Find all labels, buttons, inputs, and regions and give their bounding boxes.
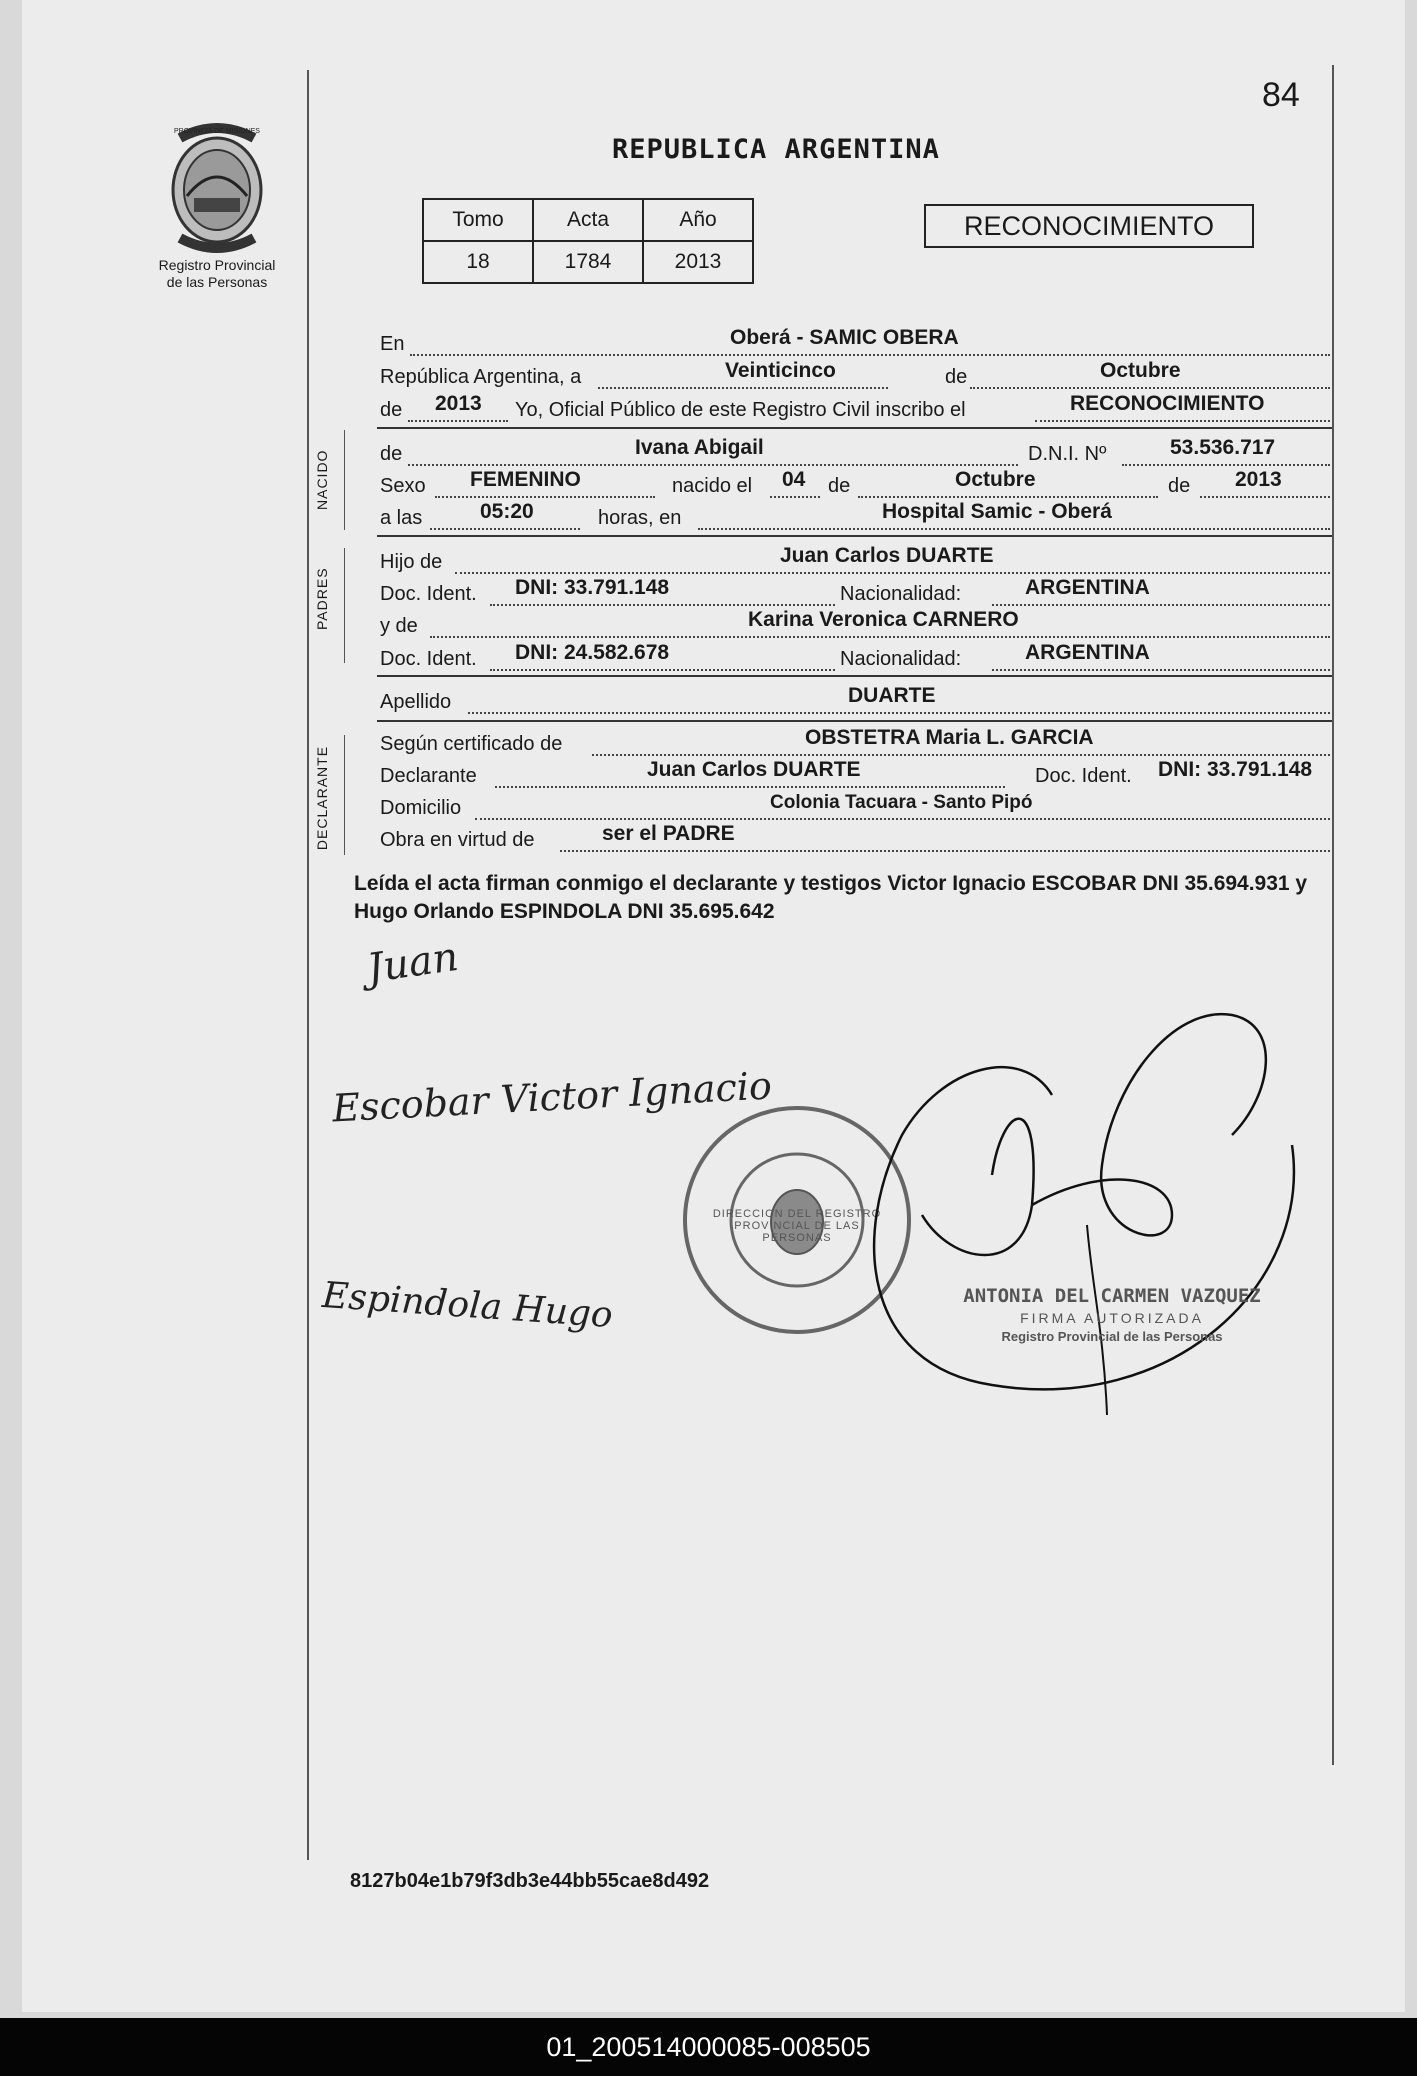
de-label: de [828, 475, 851, 497]
birth-month: Octubre [955, 468, 1036, 491]
row-hora [380, 500, 1330, 534]
row-year [380, 392, 1330, 426]
row-sexo [380, 468, 1330, 502]
file-id-bar [0, 2018, 1417, 2076]
nacionalidad-label: Nacionalidad: [840, 648, 962, 670]
dotted-line [560, 848, 1330, 852]
birth-day: 04 [782, 468, 806, 491]
row-name [380, 436, 1330, 470]
authority-signature [842, 985, 1322, 1425]
dotted-line [408, 418, 508, 422]
row-republica [380, 359, 1330, 393]
dotted-line [1122, 462, 1330, 466]
signature-scribble-icon [842, 985, 1322, 1425]
act-type-box: RECONOCIMIENTO [924, 204, 1254, 248]
place-value: Hospital Samic - Oberá [882, 500, 1112, 523]
en-label: En [380, 333, 405, 355]
mother-doc: DNI: 24.582.678 [515, 641, 670, 664]
document-page [22, 0, 1405, 2012]
nacido-bracket [344, 430, 345, 530]
section-label-nacido: NACIDO [314, 449, 330, 510]
birth-year: 2013 [1235, 468, 1282, 491]
nacionalidad-label: Nacionalidad: [840, 583, 962, 605]
mother-value: Karina Veronica CARNERO [748, 608, 1019, 631]
row-apellido [380, 684, 1330, 718]
section-label-declarante: DECLARANTE [314, 745, 330, 851]
dotted-line [598, 385, 888, 389]
province-seal-logo [152, 118, 282, 258]
hour-value: 05:20 [480, 500, 534, 523]
obra-value: ser el PADRE [602, 822, 735, 845]
month-value: Octubre [1100, 359, 1181, 382]
stamp-officer-org: Registro Provincial de las Personas [1001, 1329, 1223, 1344]
dni-value: 53.536.717 [1170, 436, 1276, 459]
cert-label: Según certificado de [380, 733, 563, 755]
doc-label: Doc. Ident. [380, 583, 477, 605]
declarante-label: Declarante [380, 765, 477, 787]
year-value: 2013 [435, 392, 482, 415]
father-nat: ARGENTINA [1025, 576, 1150, 599]
hijo-label: Hijo de [380, 551, 443, 573]
logo-caption [132, 257, 302, 291]
seal-province-text: PROVINCIA DE MISIONES [174, 128, 260, 135]
record-table-header-row [423, 199, 753, 241]
record-table-header: Año [643, 199, 753, 241]
row-mother-doc [380, 641, 1330, 675]
dotted-line [858, 494, 1158, 498]
document-hash: 8127b04e1b79f3db3e44bb55cae8d492 [350, 1870, 710, 1892]
y-de-label: y de [380, 615, 418, 637]
apellido-label: Apellido [380, 691, 452, 713]
declarante-value: Juan Carlos DUARTE [647, 758, 861, 781]
stamp-circle-text: DIRECCION DEL REGISTRO PROVINCIAL DE LAS PERSONAS [712, 1208, 882, 1244]
dotted-line [992, 667, 1330, 671]
row-obra [380, 822, 1330, 856]
row-father-doc [380, 576, 1330, 610]
horas-label: horas, en [598, 507, 682, 529]
declarante-doc: DNI: 33.791.148 [1158, 758, 1313, 781]
dotted-line [455, 570, 1330, 574]
name-value: Ivana Abigail [635, 436, 764, 459]
signature-witness-escobar: Escobar Victor Ignacio [331, 1063, 773, 1131]
divider [377, 427, 1332, 429]
dotted-line [970, 385, 1330, 389]
record-table-value: 18 [423, 241, 533, 283]
de-label: de [1168, 475, 1191, 497]
divider [377, 675, 1332, 677]
sexo-value: FEMENINO [470, 468, 581, 491]
stamp-officer-block [952, 1285, 1272, 1344]
record-table-value-row [423, 241, 753, 283]
father-doc: DNI: 33.791.148 [515, 576, 670, 599]
doc-label: Doc. Ident. [380, 648, 477, 670]
row-father [380, 544, 1330, 578]
dotted-line [495, 784, 1005, 788]
record-table-value: 2013 [643, 241, 753, 283]
nacido-label: nacido el [672, 475, 753, 497]
page-number: 84 [1262, 76, 1300, 114]
de-label: de [380, 399, 403, 421]
divider [377, 535, 1332, 537]
doc-ident-label: Doc. Ident. [1035, 765, 1132, 787]
row-declarante [380, 758, 1330, 792]
day-value: Veinticinco [725, 359, 836, 382]
left-margin-line [307, 70, 309, 1860]
en-value: Oberá - SAMIC OBERA [730, 326, 959, 349]
dotted-line [408, 462, 1018, 466]
dotted-line [992, 602, 1330, 606]
dotted-line [490, 667, 835, 671]
dotted-line [475, 816, 1330, 820]
dotted-line [770, 494, 820, 498]
domicilio-value: Colonia Tacuara - Santo Pipó [770, 792, 1033, 813]
declarante-bracket [344, 735, 345, 855]
dotted-line [468, 710, 1330, 714]
row-domicilio [380, 794, 1330, 824]
dotted-line [698, 526, 1330, 530]
mother-nat: ARGENTINA [1025, 641, 1150, 664]
row-certificado [380, 726, 1330, 760]
seal-icon [152, 118, 282, 258]
right-margin-line [1332, 65, 1334, 1765]
row-mother [380, 608, 1330, 642]
padres-bracket [344, 548, 345, 663]
stamp-officer-name: ANTONIA DEL CARMEN VAZQUEZ [963, 1285, 1261, 1307]
record-table-value: 1784 [533, 241, 643, 283]
de-label: de [945, 366, 968, 388]
dotted-line [1035, 418, 1330, 422]
logo-caption-line1: Registro Provincial [158, 257, 276, 273]
record-table-header: Tomo [423, 199, 533, 241]
cert-value: OBSTETRA Maria L. GARCIA [805, 726, 1094, 749]
inscribe-value: RECONOCIMIENTO [1070, 392, 1265, 415]
closing-text: Leída el acta firman conmigo el declarante y testigos Victor Ignacio ESCOBAR DNI 35.694.931 y Hugo Orlando ESPINDOLA DNI 35.695.642 [354, 872, 1308, 923]
section-label-padres: PADRES [314, 567, 330, 630]
de-label: de [380, 443, 403, 465]
record-table-header: Acta [533, 199, 643, 241]
obra-label: Obra en virtud de [380, 829, 535, 851]
dni-label: D.N.I. Nº [1028, 443, 1107, 465]
logo-caption-line2: de las Personas [166, 274, 268, 290]
dotted-line [1200, 494, 1330, 498]
signature-witness-espindola: Espindola Hugo [320, 1274, 615, 1337]
dotted-line [430, 526, 580, 530]
stamp-officer-title: FIRMA AUTORIZADA [1020, 1310, 1204, 1326]
republica-label: República Argentina, a [380, 366, 582, 388]
a-las-label: a las [380, 507, 423, 529]
divider [377, 720, 1332, 722]
apellido-value: DUARTE [848, 684, 936, 707]
row-en [380, 326, 1330, 360]
country-title: REPUBLICA ARGENTINA [612, 134, 940, 165]
domicilio-label: Domicilio [380, 797, 462, 819]
dotted-line [410, 352, 1330, 356]
file-id: 01_200514000085-008505 [546, 2032, 871, 2062]
record-table [422, 198, 754, 284]
dotted-line [592, 752, 1330, 756]
dotted-line [430, 634, 1330, 638]
signature-declarante: Juan [364, 933, 462, 993]
dotted-line [490, 602, 835, 606]
father-value: Juan Carlos DUARTE [780, 544, 994, 567]
yo-text: Yo, Oficial Público de este Registro Civil inscribo el [515, 399, 966, 421]
dotted-line [435, 494, 655, 498]
sexo-label: Sexo [380, 475, 426, 497]
